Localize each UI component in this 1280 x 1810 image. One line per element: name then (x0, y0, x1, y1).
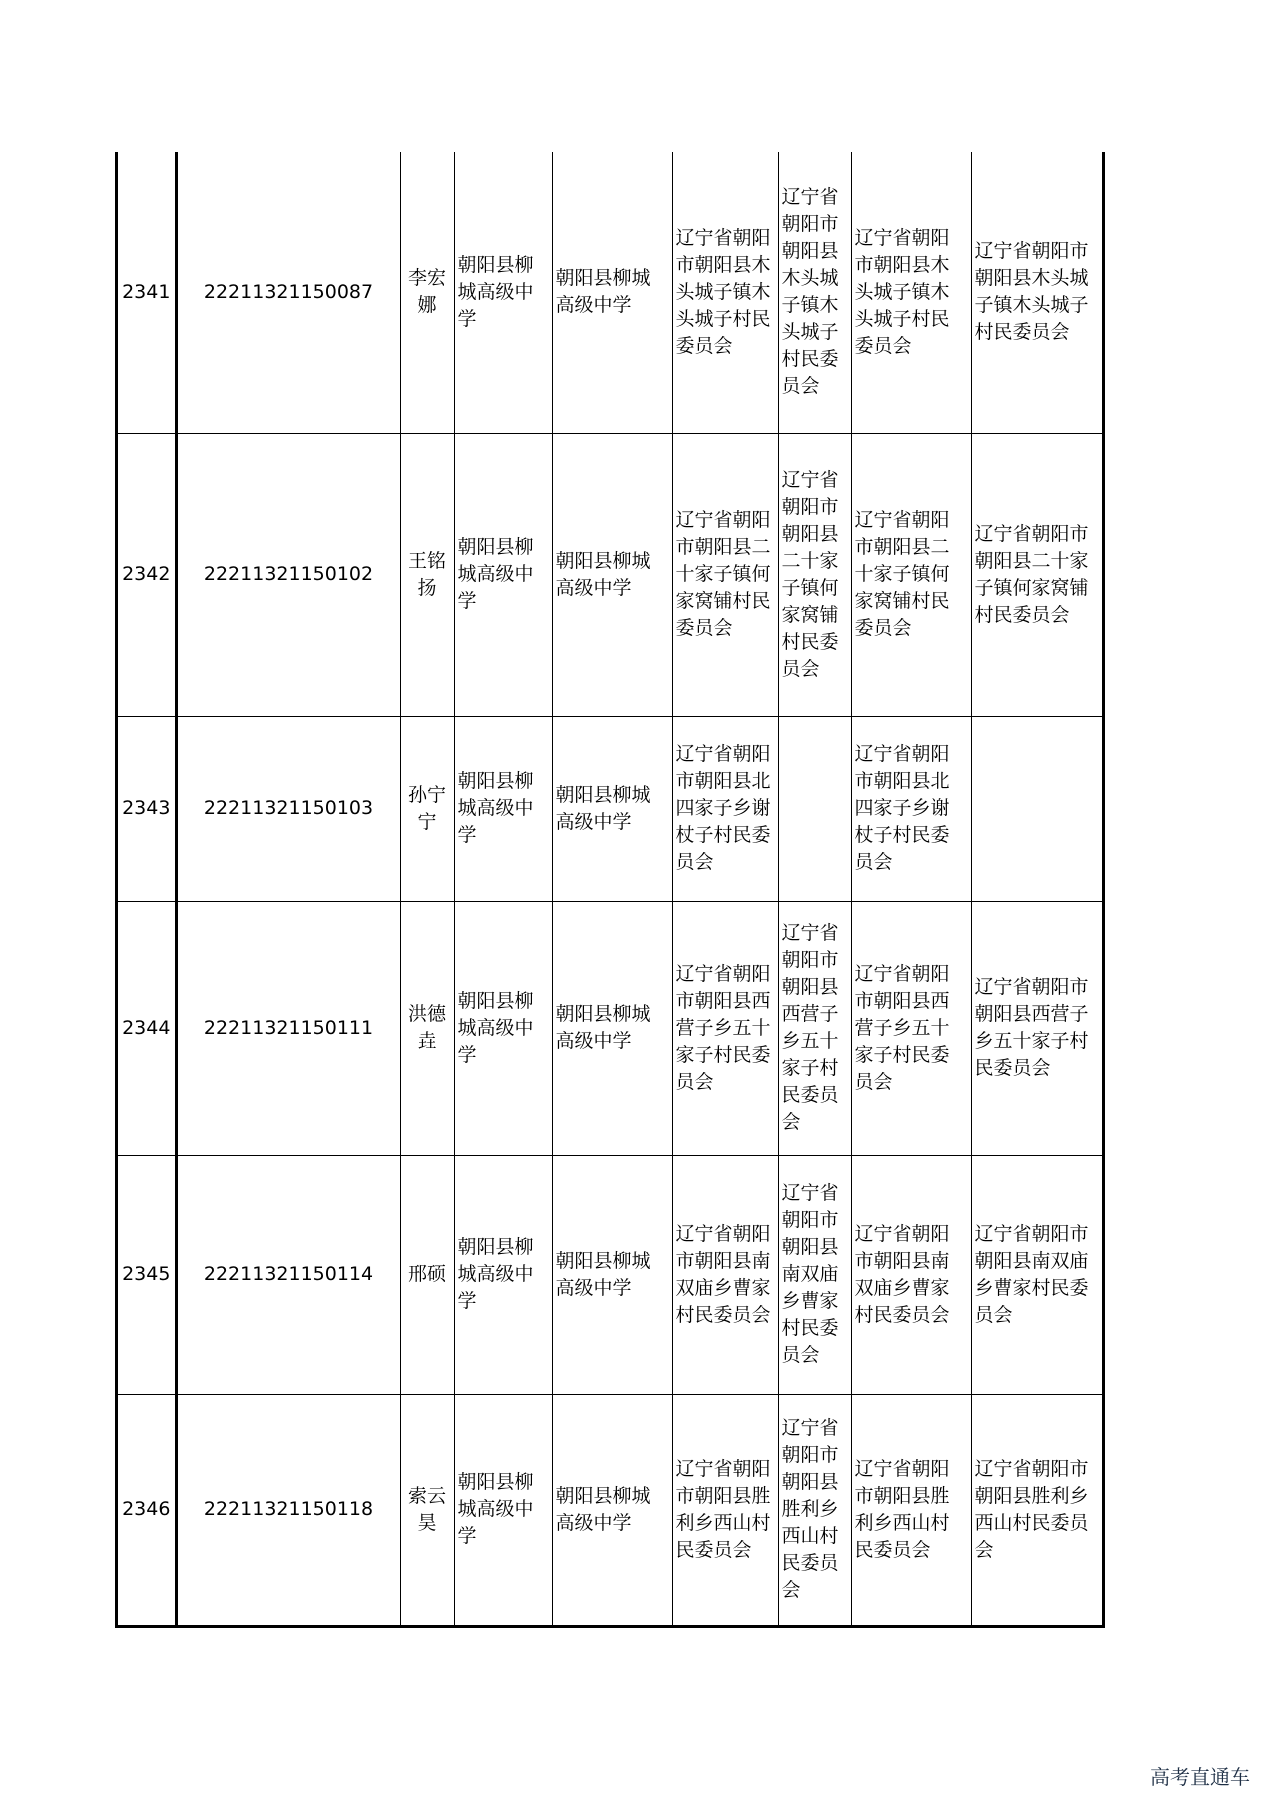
seq-cell: 2346 (118, 1394, 176, 1625)
school-cell-2: 朝阳县柳城高级中学 (552, 152, 672, 433)
address-cell-1: 辽宁省朝阳市朝阳县木头城子镇木头城子村民委员会 (672, 152, 778, 433)
school-cell: 朝阳县柳城高级中学 (454, 1156, 552, 1394)
school-cell: 朝阳县柳城高级中学 (454, 901, 552, 1156)
school-cell-2: 朝阳县柳城高级中学 (552, 433, 672, 717)
address-cell-4: 辽宁省朝阳市朝阳县西营子乡五十家子村民委员会 (971, 901, 1102, 1156)
school-cell-2: 朝阳县柳城高级中学 (552, 1394, 672, 1625)
school-cell-2: 朝阳县柳城高级中学 (552, 1156, 672, 1394)
address-cell-2: 辽宁省朝阳市朝阳县木头城子镇木头城子村民委员会 (778, 152, 851, 433)
address-cell-3: 辽宁省朝阳市朝阳县南双庙乡曹家村民委员会 (851, 1156, 971, 1394)
registration-table (118, 152, 1102, 1625)
address-cell-1: 辽宁省朝阳市朝阳县胜利乡西山村民委员会 (672, 1394, 778, 1625)
address-cell-3: 辽宁省朝阳市朝阳县西营子乡五十家子村民委员会 (851, 901, 971, 1156)
address-cell-2: 辽宁省朝阳市朝阳县二十家子镇何家窝铺村民委员会 (778, 433, 851, 717)
table-row (118, 717, 1102, 901)
seq-cell: 2345 (118, 1156, 176, 1394)
exam-id-cell: 22211321150102 (176, 433, 400, 717)
seq-cell: 2344 (118, 901, 176, 1156)
exam-id-cell: 22211321150103 (176, 717, 400, 901)
exam-id-cell: 22211321150118 (176, 1394, 400, 1625)
name-cell: 孙宁宁 (400, 717, 454, 901)
address-cell-3: 辽宁省朝阳市朝阳县木头城子镇木头城子村民委员会 (851, 152, 971, 433)
seq-cell: 2342 (118, 433, 176, 717)
address-cell-1: 辽宁省朝阳市朝阳县二十家子镇何家窝铺村民委员会 (672, 433, 778, 717)
name-cell: 洪德垚 (400, 901, 454, 1156)
seq-cell: 2343 (118, 717, 176, 901)
address-cell-1: 辽宁省朝阳市朝阳县西营子乡五十家子村民委员会 (672, 901, 778, 1156)
exam-id-cell: 22211321150087 (176, 152, 400, 433)
address-cell-1: 辽宁省朝阳市朝阳县南双庙乡曹家村民委员会 (672, 1156, 778, 1394)
school-cell-2: 朝阳县柳城高级中学 (552, 901, 672, 1156)
school-cell: 朝阳县柳城高级中学 (454, 433, 552, 717)
table-row (118, 901, 1102, 1156)
name-cell: 李宏娜 (400, 152, 454, 433)
address-cell-3: 辽宁省朝阳市朝阳县北四家子乡谢杖子村民委员会 (851, 717, 971, 901)
watermark-logo-text: 高考直通车 (1150, 1765, 1250, 1789)
address-cell-4: 辽宁省朝阳市朝阳县二十家子镇何家窝铺村民委员会 (971, 433, 1102, 717)
address-cell-4: 辽宁省朝阳市朝阳县胜利乡西山村民委员会 (974, 1457, 1089, 1561)
registration-table-sheet (115, 152, 1105, 1628)
address-cell-2: 辽宁省朝阳市朝阳县西营子乡五十家子村民委员会 (778, 901, 851, 1156)
school-cell: 朝阳县柳城高级中学 (454, 717, 552, 901)
address-cell-4: 辽宁省朝阳市朝阳县南双庙乡曹家村民委员会 (971, 1156, 1102, 1394)
table-row (118, 433, 1102, 717)
address-cell-2 (778, 717, 851, 901)
exam-id-cell: 22211321150114 (176, 1156, 400, 1394)
address-cell-4: 辽宁省朝阳市朝阳县木头城子镇木头城子村民委员会 (971, 152, 1102, 433)
address-cell-2: 辽宁省朝阳市朝阳县南双庙乡曹家村民委员会 (778, 1156, 851, 1394)
school-cell: 朝阳县柳城高级中学 (454, 152, 552, 433)
name-cell: 索云昊 (400, 1394, 454, 1625)
address-cell-3: 辽宁省朝阳市朝阳县胜利乡西山村民委员会 (851, 1394, 971, 1625)
address-cell-3: 辽宁省朝阳市朝阳县二十家子镇何家窝铺村民委员会 (851, 433, 971, 717)
school-cell: 朝阳县柳城高级中学 (454, 1394, 552, 1625)
seq-cell: 2341 (118, 152, 176, 433)
address-cell-1: 辽宁省朝阳市朝阳县北四家子乡谢杖子村民委员会 (672, 717, 778, 901)
table-row (118, 1156, 1102, 1394)
exam-id-cell: 22211321150111 (176, 901, 400, 1156)
name-cell: 邢硕 (400, 1156, 454, 1394)
address-cell-4 (971, 717, 1102, 901)
address-cell-2: 辽宁省朝阳市朝阳县胜利乡西山村民委员会 (778, 1394, 851, 1625)
table-row (118, 1394, 1102, 1625)
school-cell-2: 朝阳县柳城高级中学 (552, 717, 672, 901)
name-cell: 王铭扬 (400, 433, 454, 717)
table-row (118, 152, 1102, 433)
